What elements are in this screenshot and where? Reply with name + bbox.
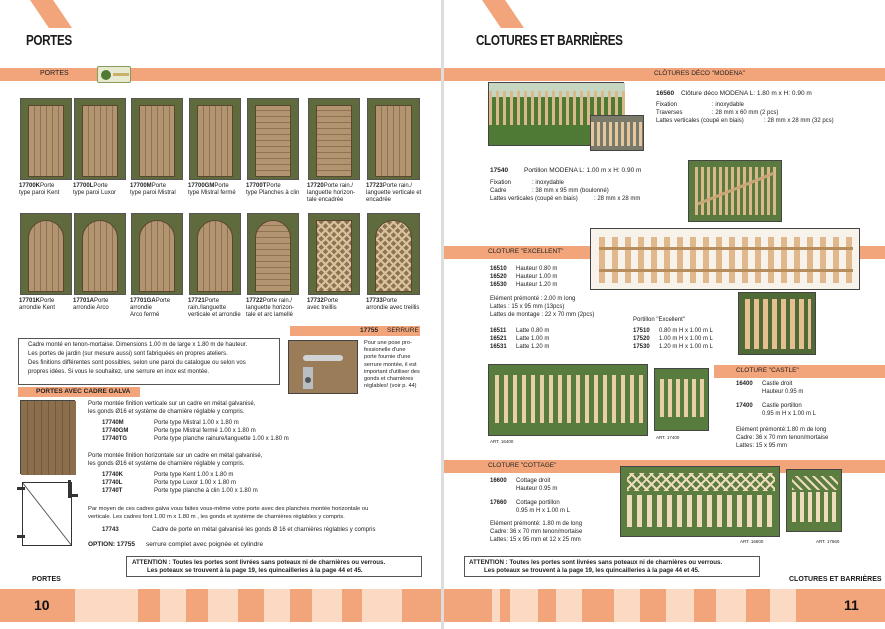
item-code: 16520 xyxy=(490,274,507,280)
spec-line: Elément prémonté:1.80 m de long xyxy=(736,427,827,433)
item-code: 17530 xyxy=(633,344,650,350)
door-caption xyxy=(130,183,176,197)
door-shape xyxy=(255,220,291,292)
spec-line: Lattes: 15 x 95 mm et 12 x 25 mm xyxy=(490,537,581,543)
item-code: 16600 xyxy=(490,478,507,484)
band-label: PORTES xyxy=(40,70,69,77)
door-shape xyxy=(375,220,412,292)
door-label: Porte rain./ languette verticale et encadrée xyxy=(366,183,422,203)
item-text: Porte type Mistral 1.00 x 1.80 m xyxy=(154,420,239,426)
spec-line: Cadre: 36 x 70 mm tenon/mortaise xyxy=(736,435,829,441)
door-label: Porte type paroi Mistral xyxy=(130,183,176,196)
spec-value: : inoxydable xyxy=(532,180,565,186)
footer-swatch xyxy=(160,589,186,622)
spec-key: Traverses xyxy=(656,110,683,116)
door-caption xyxy=(130,298,170,319)
attention-right-1: ATTENTION : Toutes les portes sont livrées sans poteaux ni de charnières ou verrous. xyxy=(469,559,723,566)
attention-left-1: ATTENTION : Toutes les portes sont livrées sans poteaux ni de charnières ou verrous. xyxy=(132,559,386,566)
door-thumb xyxy=(367,98,420,180)
footer-swatch xyxy=(716,589,746,622)
item-code: 16511 xyxy=(490,328,507,334)
corner-tab-right xyxy=(482,0,524,28)
item-text: Hauteur 1.00 m xyxy=(516,274,558,280)
spec-line: Lattes: 15 x 95 mm xyxy=(736,443,788,449)
spec-value: : 28 mm x 60 mm (2 pcs) xyxy=(712,110,779,116)
door-caption xyxy=(307,183,355,204)
spec-line: Cadre: 36 x 70 mm tenon/mortaise xyxy=(490,529,583,535)
spec-key: Lattes verticales (coupé en biais) xyxy=(656,118,744,124)
door-shape xyxy=(82,220,118,292)
info-line-4: propres idées. Si vous le souhaitez, une serrure en inox est montée. xyxy=(28,369,210,375)
door-thumb xyxy=(131,98,183,180)
portillon-excellent-title: Portillon "Excellent" xyxy=(633,317,685,323)
item-code: 17740T xyxy=(102,488,123,494)
excellent-photo xyxy=(590,228,860,290)
door-label: Porte type Planches à clin xyxy=(246,183,300,196)
door-caption xyxy=(307,298,338,312)
option-label: OPTION: 17755 xyxy=(88,541,135,548)
footer-swatch xyxy=(112,589,138,622)
galva-note-2: verticale. Les cadres font 1.00 m x 1.80 m , les gonds et système de charnières réglables y compris. xyxy=(88,514,345,520)
castle-photo-2 xyxy=(654,368,709,431)
door-caption xyxy=(73,298,109,312)
door-code: 17720 xyxy=(307,183,324,189)
item-text: Porte type Mistral fermé 1.00 x 1.80 m xyxy=(154,428,256,434)
galva-title: PORTES AVEC CADRE GALVA xyxy=(36,388,131,395)
door-shape xyxy=(139,220,175,292)
modena-detail-photo xyxy=(590,115,644,151)
door-label: Porte rain./ languette horizon- tale encadrée xyxy=(307,183,356,203)
item-code: 17400 xyxy=(736,403,753,409)
door-code: 17700K xyxy=(19,183,41,189)
art-17660: ART. 17660 xyxy=(816,539,840,544)
galva-intro2-line1: Porte montée finition horizontale sur un cadre en métal galvanisé, xyxy=(88,453,263,459)
footer-swatch xyxy=(770,589,796,622)
art-17400: ART. 17400 xyxy=(656,435,680,440)
item-sub: Hauteur 0.95 m xyxy=(762,389,804,395)
item-text: 1.20 m H x 1.00 m L xyxy=(659,344,714,350)
door-label: Porte arrondie Arco fermé xyxy=(130,298,171,318)
door-caption xyxy=(246,183,299,197)
info-line-1: Cadre monté en tenon-mortaise. Dimensions 1.00 m de large x 1.80 m de hauteur. xyxy=(28,342,248,348)
spec-line: Elément prémonté : 2.00 m long xyxy=(490,296,576,302)
item-code: 17660 xyxy=(490,500,507,506)
item-text: 1.00 m H x 1.00 m L xyxy=(659,336,714,342)
footer-swatch xyxy=(510,589,538,622)
serrure-line: réglables! (voir p. 44) xyxy=(364,383,417,390)
item-code: 17740TG xyxy=(102,436,128,442)
item-text: Cottage droit xyxy=(516,478,551,484)
door-thumb xyxy=(189,213,241,295)
spec-key: Cadre xyxy=(490,188,507,194)
door-code: 17732 xyxy=(307,298,324,304)
spec-key: Fixation xyxy=(490,180,512,186)
spec-value: : 28 mm x 28 mm (32 pcs) xyxy=(764,118,834,124)
logo xyxy=(97,66,131,83)
door-code: 17721 xyxy=(188,298,205,304)
footer-swatch xyxy=(312,589,342,622)
door-caption xyxy=(188,183,236,197)
item-code: 16530 xyxy=(490,282,507,288)
modena-text: Clôture déco MODENA L: 1.80 m x H: 0.90 m xyxy=(681,90,812,97)
portillon-excellent-photo xyxy=(738,292,816,355)
item-text: Porte type Luxor 1.00 x 1.80 m xyxy=(154,480,237,486)
galva-note-1: Par moyen de ces cadres galva vous faites vous-même votre porte avec des planches montée horizontale ou xyxy=(88,506,369,512)
door-label: Porte type Mistral fermé xyxy=(188,183,236,196)
item-text: 0.80 m H x 1.00 m L xyxy=(659,328,714,334)
item-code: 16521 xyxy=(490,336,507,342)
footer-swatch xyxy=(75,589,115,622)
door-caption xyxy=(366,183,421,204)
serrure-line: serrure montée, il est xyxy=(364,361,417,368)
page-number-left: 10 xyxy=(34,597,50,613)
galva-photo xyxy=(20,400,75,474)
door-thumb xyxy=(247,98,299,180)
door-thumb xyxy=(308,98,360,180)
item-code: 17740K xyxy=(102,472,124,478)
item-text: Cottage portillon xyxy=(516,500,560,506)
footer-swatch xyxy=(492,589,500,622)
item-text: Castle droit xyxy=(762,381,793,387)
item-sub: Hauteur 0.95 m xyxy=(516,486,558,492)
item-code: 17740L xyxy=(102,480,123,486)
door-shape xyxy=(82,105,118,177)
option-text: serrure complet avec poignée et cylindre xyxy=(146,541,264,548)
item-code: 17740M xyxy=(102,420,124,426)
attention-right-2: Les poteaux se trouvent à la page 19, les quincailleries à la page 44 et 45. xyxy=(484,567,700,574)
hinge-icon xyxy=(64,480,78,500)
door-code: 17700L xyxy=(73,183,94,189)
door-code: 17701GA xyxy=(130,298,156,304)
door-code: 17700T xyxy=(246,183,267,189)
item-code: 17510 xyxy=(633,328,650,334)
door-label: Porte rain./ languette horizon- tale et arc lamellé xyxy=(246,298,295,318)
item-sub: 0.95 m H x 1.00 m L xyxy=(762,411,817,417)
door-label: Porte avec treillis xyxy=(307,298,339,311)
portillon-text: Portillon MODENA L: 1.00 m x H: 0.90 m xyxy=(524,167,642,174)
item-text: Latte 1.00 m xyxy=(516,336,550,342)
item-code: 17740GM xyxy=(102,428,129,434)
door-thumb xyxy=(131,213,183,295)
door-shape xyxy=(28,105,64,177)
footer-section-right: CLOTURES ET BARRIÈRES xyxy=(789,576,882,583)
item-text: Porte type planche à clin 1.00 x 1.80 m xyxy=(154,488,258,494)
excellent-band-label: CLOTURE "EXCELLENT" xyxy=(488,248,564,255)
spec-key: Lattes verticales (coupé en biais) xyxy=(490,196,578,202)
castle-photo-1 xyxy=(488,364,648,436)
section-band-portes xyxy=(0,68,441,81)
item-text: Porte type planche rainure/languette 1.00 x 1.80 m xyxy=(154,436,289,442)
item-text: Latte 0.80 m xyxy=(516,328,550,334)
door-shape xyxy=(197,220,233,292)
footer-swatch xyxy=(556,589,582,622)
serrure-line: gonds et charnières xyxy=(364,376,414,382)
door-caption xyxy=(366,298,419,312)
item-text: Latte 1.20 m xyxy=(516,344,550,350)
portillon-code: 17540 xyxy=(490,167,509,174)
door-caption xyxy=(19,183,59,197)
item-sub: 0.95 m H x 1.00 m L xyxy=(516,508,571,514)
galva-intro2-line2: les gonds Ø16 et système de charnière réglable y compris. xyxy=(88,461,245,467)
cottage-photo-1 xyxy=(620,466,780,537)
portillon-photo xyxy=(688,160,782,222)
door-label: Porte arrondie avec treillis xyxy=(366,298,420,311)
serrure-label: SERRURE xyxy=(387,327,419,334)
serrure-line: fessionelle d'une xyxy=(364,347,406,354)
right-page xyxy=(444,0,885,629)
door-code: 17701A xyxy=(73,298,95,304)
serrure-line: Pour une pose pro- xyxy=(364,340,412,346)
item-code: 16531 xyxy=(490,344,507,350)
door-code: 17700GM xyxy=(188,183,215,189)
door-shape xyxy=(197,105,233,177)
galva-17743-code: 17743 xyxy=(102,527,119,533)
serrure-photo xyxy=(288,340,358,394)
spec-key: Fixation xyxy=(656,102,678,108)
spec-line: Elément prémonté: 1.80 m de long xyxy=(490,521,583,527)
door-thumb xyxy=(74,98,126,180)
door-caption xyxy=(73,183,116,197)
modena-band-label: CLÔTURES DÉCO "MODENA" xyxy=(654,70,745,77)
spec-line: Lattes : 15 x 95 mm (13pcs) xyxy=(490,304,565,310)
footer-swatch xyxy=(264,589,290,622)
footer-swatch xyxy=(362,589,402,622)
page-title: PORTES xyxy=(26,32,72,49)
door-shape xyxy=(375,105,412,177)
art-16600: ART. 16600 xyxy=(740,539,764,544)
footer-swatch xyxy=(614,589,640,622)
info-line-2: Les portes de jardin (sur mesure aussi) sont fabriquées en propres ateliers. xyxy=(28,351,228,357)
door-shape xyxy=(316,220,352,292)
castle-band-label: CLOTURE "CASTLE" xyxy=(736,367,799,374)
door-label: Porte type paroi Luxor xyxy=(73,183,117,196)
door-shape xyxy=(28,220,64,292)
footer-section-left: PORTES xyxy=(32,576,61,583)
door-thumb xyxy=(308,213,360,295)
art-16400: ART. 16400 xyxy=(490,439,514,444)
item-code: 17520 xyxy=(633,336,650,342)
door-code: 17701K xyxy=(19,298,41,304)
item-code: 16510 xyxy=(490,266,507,272)
left-page xyxy=(0,0,441,629)
item-text: Porte type Kent 1.00 x 1.80 m xyxy=(154,472,234,478)
item-text: Hauteur 0.80 m xyxy=(516,266,558,272)
spec-value: : 28 mm x 28 mm xyxy=(594,196,641,202)
page-title-right: CLOTURES ET BARRIÈRES xyxy=(476,32,623,49)
door-thumb xyxy=(74,213,126,295)
door-label: Porte arrondie Arco xyxy=(73,298,109,311)
door-caption xyxy=(246,298,294,319)
door-label: Porte type paroi Kent xyxy=(19,183,60,196)
door-label: Porte rain./languette verticale et arrondie xyxy=(188,298,241,318)
spec-line: Lattes de montage : 22 x 70 mm (2pcs) xyxy=(490,312,595,318)
galva-intro1-line1: Porte montée finition verticale sur un cadre en métal galvanisé, xyxy=(88,401,256,407)
serrure-code: 17755 xyxy=(360,327,379,334)
footer-swatch xyxy=(666,589,694,622)
modena-code: 16560 xyxy=(656,90,675,97)
door-caption xyxy=(19,298,55,312)
corner-tab xyxy=(30,0,72,28)
door-thumb xyxy=(367,213,420,295)
item-text: Castle portillon xyxy=(762,403,802,409)
cottage-photo-2 xyxy=(786,469,842,532)
galva-intro1-line2: les gonds Ø16 et système de charnière réglable y compris. xyxy=(88,409,245,415)
info-line-3: Des finitions différentes sont possibles, selon une paroi du catalogue ou selon vos xyxy=(28,360,246,366)
door-shape xyxy=(139,105,175,177)
spec-value: : inoxydable xyxy=(712,102,745,108)
door-thumb xyxy=(189,98,241,180)
galva-17743-text: Cadre de porte en métal galvanisé les gonds Ø 16 et charnières réglables y compris xyxy=(152,527,376,533)
door-caption xyxy=(188,298,241,319)
door-code: 17700M xyxy=(130,183,152,189)
door-code: 17722 xyxy=(246,298,263,304)
cottage-band-label: CLOTURE "COTTAGE" xyxy=(488,462,557,469)
item-code: 16400 xyxy=(736,381,753,387)
door-code: 17733 xyxy=(366,298,383,304)
door-thumb xyxy=(20,213,72,295)
item-text: Hauteur 1.20 m xyxy=(516,282,558,288)
door-shape xyxy=(255,105,291,177)
serrure-line: important d'utiliser des xyxy=(364,368,420,375)
attention-left-2: Les poteaux se trouvent à la page 19, les quincailleries à la page 44 et 45. xyxy=(147,567,363,574)
door-thumb xyxy=(247,213,299,295)
serrure-line: porte fournie d'une xyxy=(364,354,411,361)
door-shape xyxy=(316,105,352,177)
door-thumb xyxy=(20,98,72,180)
footer-swatch xyxy=(208,589,238,622)
door-label: Porte arrondie Kent xyxy=(19,298,56,311)
spec-value: : 38 mm x 95 mm (boulonné) xyxy=(532,188,609,194)
door-code: 17723 xyxy=(366,183,383,189)
page-number-right: 11 xyxy=(844,597,859,613)
